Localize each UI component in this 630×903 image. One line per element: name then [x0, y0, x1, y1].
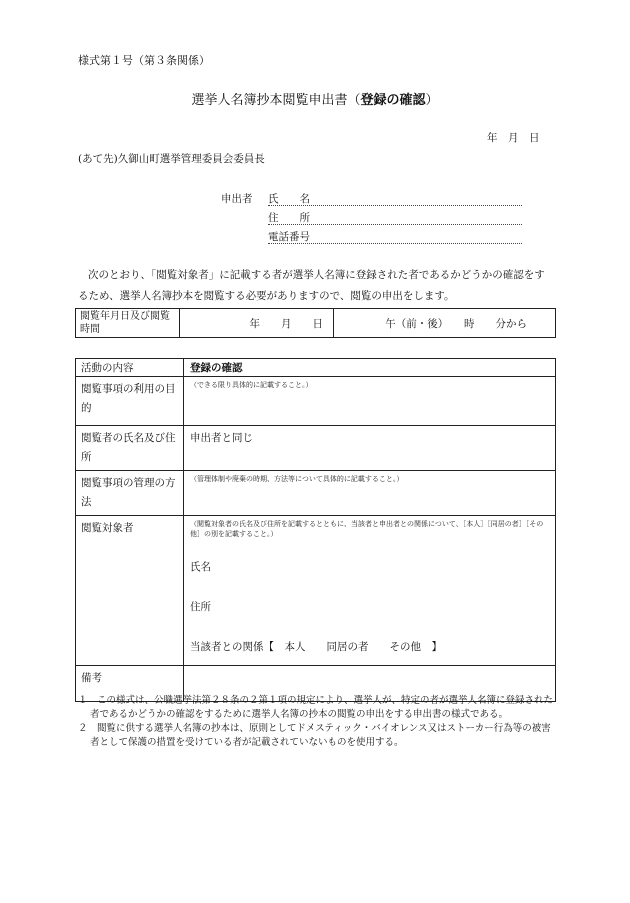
page-title: 選挙人名簿抄本閲覧申出書（登録の確認） [191, 93, 439, 108]
relation-label: 当該者との関係【 本人 同居の者 その他 】 [190, 641, 442, 653]
applicant-label: 申出者 [221, 193, 253, 205]
time-part: 午（前・後） 時 分から [385, 317, 527, 330]
applicant-address-label: 住 所 [268, 212, 310, 224]
activity-value: 登録の確認 [190, 362, 243, 374]
note-2: ２ 閲覧に供する選挙人名簿の抄本は、原則としてドメスティック・バイオレンス又はストーカー行為等の被害者として保護の措置を受けている者が記載されていないものを使用する。 [78, 723, 551, 748]
purpose-value-cell[interactable] [184, 377, 556, 426]
applicant-phone-field[interactable] [268, 229, 522, 244]
intro-paragraph: 次のとおり、「閲覧対象者」に記載する者が選挙人名簿に登録された者であるかどうかの確認をするため、選挙人名簿抄本を閲覧する必要がありますので、閲覧の申出をします。 [78, 269, 545, 302]
datetime-table [75, 308, 556, 338]
applicant-name-field[interactable] [268, 191, 522, 206]
note-1: １ この様式は、公職選挙法第２８条の２第１項の規定により、選挙人が、特定の者が選挙人名簿に登録された者であるかどうかの確認をするために選挙人名簿の抄本の閲覧の申出をする申出書の様式である。 [78, 695, 554, 720]
purpose-label-cell [76, 377, 184, 426]
form-number: 様式第１号（第３条関係） [78, 54, 210, 67]
activity-label-cell [76, 359, 184, 377]
target-label-cell [76, 516, 184, 666]
remarks-label: 備考 [81, 672, 102, 684]
viewer-value: 申出者と同じ [190, 432, 253, 444]
management-note: （管理体制や廃棄の時期、方法等について具体的に記載すること。） [190, 475, 404, 483]
purpose-label: 閲覧事項の利用の目的 [81, 383, 176, 414]
management-label-cell [76, 471, 184, 516]
addressee: (あて先)久御山町選挙管理委員会委員長 [78, 153, 265, 165]
date-line: 年 月 日 [487, 132, 540, 144]
target-address-label: 住所 [190, 601, 211, 613]
management-value-cell[interactable] [184, 471, 556, 516]
management-label: 閲覧事項の管理の方法 [81, 477, 176, 508]
details-table [75, 358, 556, 702]
date-part: 年 月 日 [249, 317, 323, 330]
purpose-note: （できる限り具体的に記載すること。） [190, 381, 313, 389]
datetime-label-cell [76, 309, 180, 338]
applicant-phone-label: 電話番号 [268, 231, 310, 243]
target-value-cell[interactable] [184, 516, 556, 666]
time-cell[interactable] [334, 309, 556, 338]
target-note: （閲覧対象者の氏名及び住所を記載するとともに、当該者と申出者との関係について、［本人］［同居の者］［その他］の別を記載すること。） [190, 520, 544, 538]
target-name-label: 氏名 [190, 561, 211, 573]
viewer-label-cell [76, 426, 184, 471]
activity-value-cell [184, 359, 556, 377]
target-label: 閲覧対象者 [81, 522, 134, 534]
notes [78, 694, 556, 750]
applicant-address-field[interactable] [268, 210, 522, 225]
applicant-name-label: 氏 名 [268, 193, 310, 205]
datetime-label: 閲覧年月日及び閲覧時間 [80, 311, 170, 335]
activity-label: 活動の内容 [81, 362, 134, 374]
date-cell[interactable] [180, 309, 334, 338]
viewer-label: 閲覧者の氏名及び住所 [81, 432, 176, 463]
viewer-value-cell[interactable] [184, 426, 556, 471]
